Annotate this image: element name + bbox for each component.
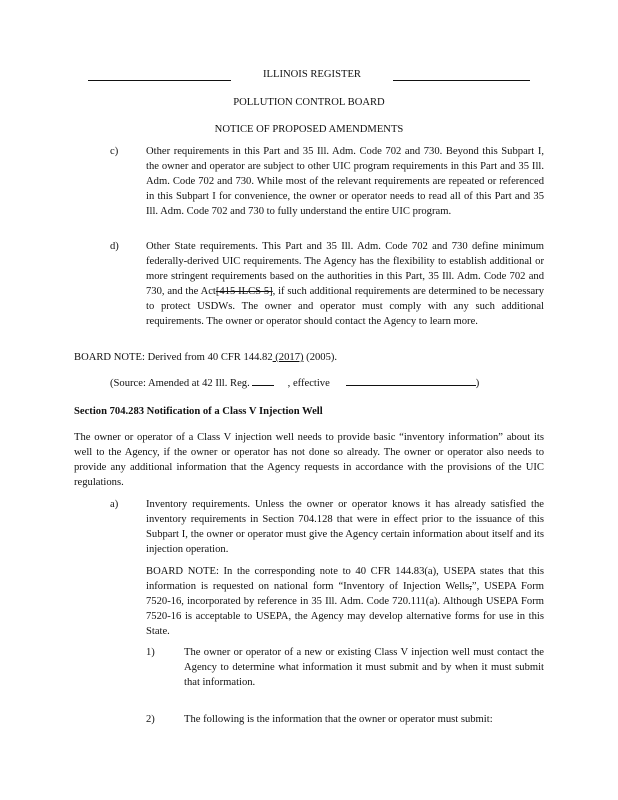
para-d-struck-citation: [415 ILCS 5] xyxy=(215,286,273,297)
section-heading xyxy=(74,404,544,419)
para-c-label: c) xyxy=(110,146,119,157)
source-text-2: , effective xyxy=(287,378,330,389)
para-c-text: Other requirements in this Part and 35 Ill. Adm. Code 702 and 730. Beyond this Subpart I, the owner and operator are subject to other UIC program requirements in this Part and 35 Ill. Adm. Code 702 and 730. While most of the relevant requirements are repeated or referenced in this Subpart I for convenience, the owner or operator needs to read all of this Part and 35 Ill. Adm. Code 702 and 730 to fully understand the entire UIC program. xyxy=(146,146,544,217)
board-note-2-text-2: ”, USEPA Form 7520-16, incorporated by reference in 35 Ill. Adm. Code 720.111(a). Although USEPA Form 7520-16 is acceptable to USEPA, the Agency may develop alternative forms for use in this State. xyxy=(146,581,544,637)
board-note-1-inserted: (2017) xyxy=(272,352,304,363)
register-blank xyxy=(252,376,274,386)
board-note-1-text-1: BOARD NOTE: Derived from 40 CFR 144.82 xyxy=(74,352,273,363)
item-1-text: The owner or operator of a new or existing Class V injection well must contact the Agency to determine what information it must submit and by when it must submit that information. xyxy=(184,647,544,688)
para-d-label: d) xyxy=(110,241,119,252)
board-note-2 xyxy=(146,564,544,639)
item-1-label: 1) xyxy=(146,647,155,658)
agency-title: POLLUTION CONTROL BOARD xyxy=(233,97,385,108)
item-2-text: The following is the information that the owner or operator must submit: xyxy=(184,714,493,725)
source-text-3: ) xyxy=(475,378,480,389)
para-d-text-1: Other State requirements. This Part and 35 Ill. Adm. Code 702 and 730 define minimum federally-derived UIC requirements. The Agency has the flexibility to establish additional or more stringent requirements based on the authorities in this Part, 35 Ill. Adm. Code 702 and 730, and the Act xyxy=(146,241,544,297)
para-d-text xyxy=(146,239,544,329)
effective-date-blank xyxy=(346,376,476,386)
section-intro: The owner or operator of a Class V injection well needs to provide basic “inventory information” about its well to the Agency, if the owner or operator has not done so already. The owner or operator also needs to provide any additional information that the Agency requests in accordance with the provisions of the UIC regulations. xyxy=(74,432,544,488)
para-a-label: a) xyxy=(110,499,119,510)
register-title: ILLINOIS REGISTER xyxy=(263,69,361,80)
board-note-1-text-2: (2005). xyxy=(303,352,338,363)
section-heading-text: Section 704.283 Notification of a Class V Injection Well xyxy=(74,406,323,417)
header-rule-left xyxy=(88,80,231,81)
item-2-label: 2) xyxy=(146,714,155,725)
board-note-2-struck: , xyxy=(469,581,472,592)
source-text-1: (Source: Amended at 42 Ill. Reg. xyxy=(110,378,250,389)
source-line xyxy=(110,376,550,391)
para-d-text-2: , if such additional requirements are determined to be necessary to protect USDWs. The owner and operator must comply with any such additional requirements. The owner or operator should contact the Agency to learn more. xyxy=(146,286,545,327)
header-rule-right xyxy=(393,80,530,81)
board-note-1 xyxy=(74,350,544,365)
board-note-2-text-1: BOARD NOTE: In the corresponding note to 40 CFR 144.83(a), USEPA states that this information is requested on national form “Inventory of Injection Wells xyxy=(146,566,544,592)
notice-title: NOTICE OF PROPOSED AMENDMENTS xyxy=(214,124,404,135)
para-a-text: Inventory requirements. Unless the owner or operator knows it has already satisfied the inventory requirements in Section 704.128 that were in effect prior to the issuance of this Subpart I, the owner or operator must give the Agency certain information about itself and its injection operation. xyxy=(146,499,544,555)
